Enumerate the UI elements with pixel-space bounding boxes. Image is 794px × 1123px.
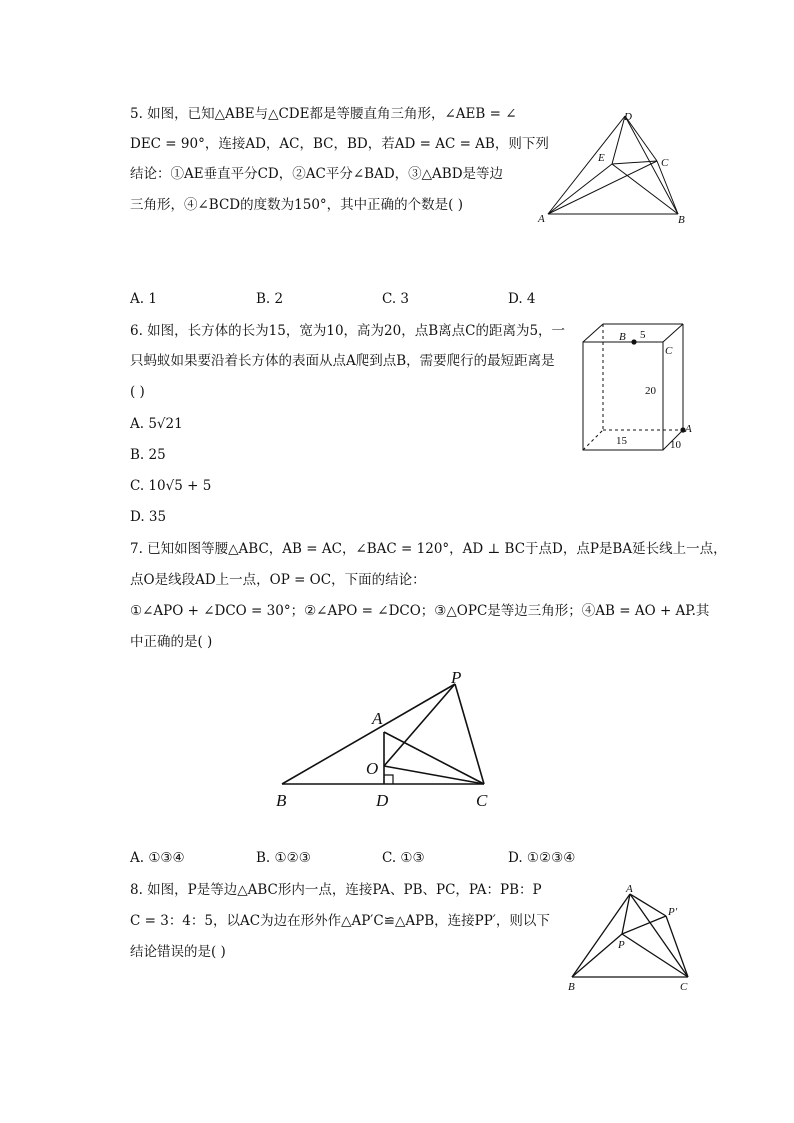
q8-line-3: 结论错误的是( ) — [130, 944, 226, 960]
q5-label-e: E — [598, 152, 605, 164]
q6-option-b[interactable]: B. 25 — [130, 447, 166, 463]
q6-point-b-dot — [631, 339, 636, 344]
q7-option-b[interactable]: B. ①②③ — [256, 850, 311, 866]
q6-option-c[interactable]: C. 10√5 + 5 — [130, 478, 212, 494]
q8-label-p: P — [618, 939, 625, 951]
q7-line-2: 点O是线段AD上一点，OP = OC，下面的结论： — [130, 572, 426, 588]
q7-label-c: C — [476, 791, 488, 810]
q6-label-15: 15 — [616, 435, 627, 447]
q6-line-1: 6. 如图，长方体的长为15，宽为10，高为20，点B离点C的距离为5，一 — [130, 323, 566, 339]
q5-figure — [530, 106, 695, 231]
q5-line-3: 结论：①AE垂直平分CD，②AC平分∠BAD，③△ABD是等边 — [130, 166, 504, 182]
q6-label-c: C — [665, 345, 673, 357]
q5-line-2: DEC = 90°，连接AD，AC，BC，BD，若AD = AC = AB，则下列 — [130, 136, 549, 152]
q6-label-5: 5 — [640, 329, 646, 341]
q5-option-d[interactable]: D. 4 — [508, 291, 536, 307]
q6-label-b: B — [619, 331, 626, 343]
q8-label-a: A — [626, 883, 633, 895]
q5-line-1: 5. 如图，已知△ABE与△CDE都是等腰直角三角形，∠AEB = ∠ — [130, 106, 517, 122]
q5-line-4: 三角形，④∠BCD的度数为150°，其中正确的个数是( ) — [130, 197, 463, 213]
q6-label-20: 20 — [645, 385, 656, 397]
q7-option-c[interactable]: C. ①③ — [382, 850, 425, 866]
q6-line-2: 只蚂蚁如果要沿着长方体的表面从点A爬到点B，需要爬行的最短距离是 — [130, 353, 555, 369]
q5-label-c: C — [661, 157, 669, 169]
q8-line-2: C = 3：4：5，以AC为边在形外作△AP′C≌△APB，连接PP′，则以下 — [130, 913, 550, 929]
q8-line-1: 8. 如图，P是等边△ABC形内一点，连接PA、PB、PC，PA：PB：P — [130, 882, 542, 898]
q6-label-a: A — [685, 423, 692, 435]
q5-label-b: B — [678, 214, 685, 226]
q5-option-c[interactable]: C. 3 — [382, 291, 410, 307]
q7-line-1: 7. 已知如图等腰△ABC，AB = AC，∠BAC = 120°，AD ⊥ BC于点D，点P是BA延长线上一点， — [130, 541, 727, 557]
q6-label-10: 10 — [670, 439, 681, 451]
q6-option-d[interactable]: D. 35 — [130, 509, 167, 525]
q6-option-a[interactable]: A. 5√21 — [130, 416, 183, 432]
q7-option-a[interactable]: A. ①③④ — [130, 850, 185, 866]
q7-line-4: 中正确的是( ) — [130, 634, 213, 650]
q5-label-a: A — [538, 213, 545, 225]
q6-cuboid-figure — [575, 318, 700, 458]
q7-triangle-figure — [268, 668, 498, 818]
q7-option-d[interactable]: D. ①②③④ — [508, 850, 576, 866]
q8-label-b: B — [568, 981, 575, 993]
q7-label-b: B — [276, 791, 287, 810]
q7-label-d: D — [376, 791, 389, 810]
q5-label-d: D — [624, 111, 632, 123]
q7-label-a: A — [372, 709, 383, 728]
q8-label-p-prime: P′ — [668, 906, 678, 918]
q8-equilateral-figure — [562, 880, 697, 995]
q7-line-3: ①∠APO + ∠DCO = 30°；②∠APO = ∠DCO；③△OPC是等边三角形；④AB = AO + AP.其 — [130, 603, 710, 619]
q5-option-b[interactable]: B. 2 — [256, 291, 284, 307]
q7-label-p: P — [451, 668, 462, 687]
q5-option-a[interactable]: A. 1 — [130, 291, 157, 307]
q7-label-o: O — [366, 759, 379, 778]
q6-line-3: ( ) — [130, 384, 145, 400]
q8-label-c: C — [680, 981, 688, 993]
